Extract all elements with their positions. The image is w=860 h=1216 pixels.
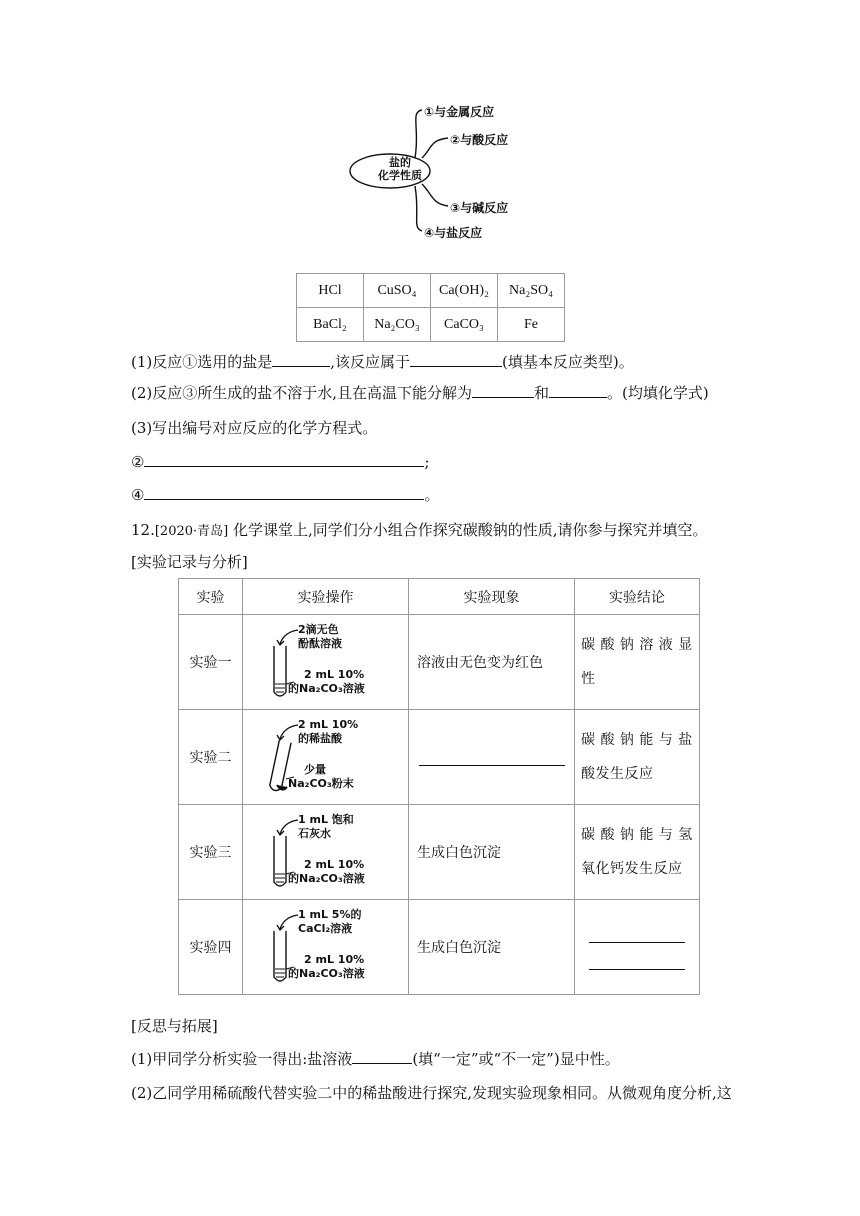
reagent-label: Na₂CO₃粉末 xyxy=(288,777,354,790)
answer-blank[interactable] xyxy=(472,383,534,398)
column-header: 实验结论 xyxy=(575,579,700,615)
reagent-label: 1 mL 5%的 xyxy=(298,908,362,921)
question-3: (3)写出编号对应反应的化学方程式。 xyxy=(131,419,378,437)
question-1 xyxy=(131,352,634,372)
answer-blank[interactable] xyxy=(352,1049,412,1064)
experiment-name: 实验二 xyxy=(179,710,243,805)
conclusion-line: 氧化钙发生反应 xyxy=(581,861,683,877)
section-heading: [实验记录与分析] xyxy=(131,553,248,571)
table-cell: HCl xyxy=(297,274,364,308)
experiment-phenomenon: 溶液由无色变为红色 xyxy=(409,615,575,710)
question-2 xyxy=(131,383,709,403)
branch-4-line xyxy=(415,186,422,231)
question-1-text: ,该反应属于 xyxy=(330,353,411,371)
reflection-1 xyxy=(131,1049,620,1069)
liquid-icon xyxy=(275,969,285,977)
experiment-operation xyxy=(243,805,409,900)
reagent-label: 少量 xyxy=(304,763,326,776)
conclusion-line: 酸发生反应 xyxy=(581,766,654,782)
table-header-row xyxy=(179,579,700,615)
liquid-icon xyxy=(275,684,285,692)
reagent-label: 酚酞溶液 xyxy=(298,637,342,650)
reagent-label: CaCl₂溶液 xyxy=(298,922,353,935)
arrow-icon xyxy=(277,915,298,930)
reagent-label: 的稀盐酸 xyxy=(298,732,342,745)
answer-blank[interactable] xyxy=(144,485,424,500)
answer-blank[interactable] xyxy=(549,383,607,398)
table-cell: Na₂SO₄ xyxy=(498,274,565,308)
reflection-1-text: (1)甲同学分析实验一得出:盐溶液 xyxy=(131,1050,353,1068)
experiment-operation xyxy=(243,615,409,710)
conclusion-line: 性 xyxy=(581,671,596,687)
mindmap-center-line1: 盐的 xyxy=(389,156,411,169)
experiment-conclusion xyxy=(575,615,700,710)
table-row xyxy=(179,900,700,995)
section-heading: [反思与拓展] xyxy=(131,1017,218,1035)
arrow-icon xyxy=(277,630,298,645)
equation-4 xyxy=(131,485,439,505)
branch-1-label: ①与金属反应 xyxy=(424,105,495,119)
branch-4-label: ④与盐反应 xyxy=(424,226,483,240)
reagent-label: 2 mL 10% xyxy=(298,718,359,731)
conclusion-line: 碳 酸 钠 溶 液 显 xyxy=(581,637,693,653)
problem-number: 12. xyxy=(131,521,155,539)
experiment-operation xyxy=(243,900,409,995)
experiment-name: 实验四 xyxy=(179,900,243,995)
test-tube-diagram xyxy=(244,901,407,989)
experiment-phenomenon: 生成白色沉淀 xyxy=(409,900,575,995)
reagent-label: 2 mL 10% xyxy=(304,668,365,681)
test-tube-diagram xyxy=(244,806,407,894)
equation-2 xyxy=(131,452,430,472)
reagent-label: 2 mL 10% xyxy=(304,953,365,966)
test-tube-diagram xyxy=(244,711,407,799)
answer-blank[interactable] xyxy=(144,452,424,467)
table-row xyxy=(179,710,700,805)
experiment-phenomenon: 生成白色沉淀 xyxy=(409,805,575,900)
branch-3-label: ③与碱反应 xyxy=(450,201,509,215)
experiment-name: 实验三 xyxy=(179,805,243,900)
reagent-label: 的Na₂CO₃溶液 xyxy=(288,682,365,695)
conclusion-line: 碳 酸 钠 能 与 盐 xyxy=(581,732,693,748)
table-cell: CuSO₄ xyxy=(364,274,431,308)
reflection-1-text: (填“一定”或“不一定”)显中性。 xyxy=(412,1050,620,1068)
table-cell: BaCl₂ xyxy=(297,308,364,342)
experiment-table xyxy=(178,578,700,995)
table-cell: Fe xyxy=(498,308,565,342)
test-tube-diagram xyxy=(244,616,407,704)
question-2-text: 。(均填化学式) xyxy=(607,384,709,402)
substance-table xyxy=(296,273,565,342)
equation-4-label: ④ xyxy=(131,486,145,504)
equation-2-label: ② xyxy=(131,453,145,471)
table-cell: Na₂CO₃ xyxy=(364,308,431,342)
experiment-conclusion xyxy=(575,710,700,805)
experiment-operation xyxy=(243,710,409,805)
answer-blank[interactable] xyxy=(589,953,685,970)
branch-2-line xyxy=(422,138,448,158)
table-row xyxy=(297,308,565,342)
mindmap-center-line2: 化学性质 xyxy=(378,169,422,182)
equation-4-end: 。 xyxy=(424,486,440,504)
arrow-icon xyxy=(277,820,298,835)
reagent-label: 石灰水 xyxy=(298,827,331,840)
answer-blank[interactable] xyxy=(419,749,565,766)
table-row xyxy=(297,274,565,308)
answer-blank[interactable] xyxy=(589,926,685,943)
experiment-conclusion xyxy=(575,805,700,900)
experiment-rows xyxy=(179,615,700,995)
problem-12-stem xyxy=(131,520,708,542)
reagent-label: 的Na₂CO₃溶液 xyxy=(288,872,365,885)
experiment-phenomenon xyxy=(409,710,575,805)
arrow-icon xyxy=(277,725,298,740)
question-1-text: (1)反应①选用的盐是 xyxy=(131,353,273,371)
reagent-label: 的Na₂CO₃溶液 xyxy=(288,967,365,980)
equation-2-end: ; xyxy=(424,453,430,471)
reagent-label: 2滴无色 xyxy=(298,623,339,636)
problem-text: 化学课堂上,同学们分小组合作探究碳酸钠的性质,请你参与探究并填空。 xyxy=(228,521,708,539)
answer-blank[interactable] xyxy=(410,352,502,367)
column-header: 实验 xyxy=(179,579,243,615)
conclusion-line: 碳 酸 钠 能 与 氢 xyxy=(581,827,693,843)
branch-1-line xyxy=(415,110,422,158)
mindmap-center xyxy=(376,156,424,182)
experiment-name: 实验一 xyxy=(179,615,243,710)
reflection-2: (2)乙同学用稀硫酸代替实验二中的稀盐酸进行探究,发现实验现象相同。从微观角度分析,这 xyxy=(131,1084,732,1102)
table-cell: CaCO₃ xyxy=(431,308,498,342)
branch-3-line xyxy=(422,184,448,206)
question-1-text: (填基本反应类型)。 xyxy=(502,353,634,371)
experiment-conclusion xyxy=(575,900,700,995)
answer-blank[interactable] xyxy=(272,352,330,367)
liquid-icon xyxy=(275,874,285,882)
problem-source: [2020·青岛] xyxy=(154,524,229,539)
table-cell: Ca(OH)₂ xyxy=(431,274,498,308)
reagent-label: 2 mL 10% xyxy=(304,858,365,871)
column-header: 实验现象 xyxy=(409,579,575,615)
question-2-text: (2)反应③所生成的盐不溶于水,且在高温下能分解为 xyxy=(131,384,473,402)
question-2-text: 和 xyxy=(534,384,550,402)
reagent-label: 1 mL 饱和 xyxy=(298,813,354,826)
table-row xyxy=(179,615,700,710)
table-row xyxy=(179,805,700,900)
column-header: 实验操作 xyxy=(243,579,409,615)
branch-2-label: ②与酸反应 xyxy=(450,133,509,147)
